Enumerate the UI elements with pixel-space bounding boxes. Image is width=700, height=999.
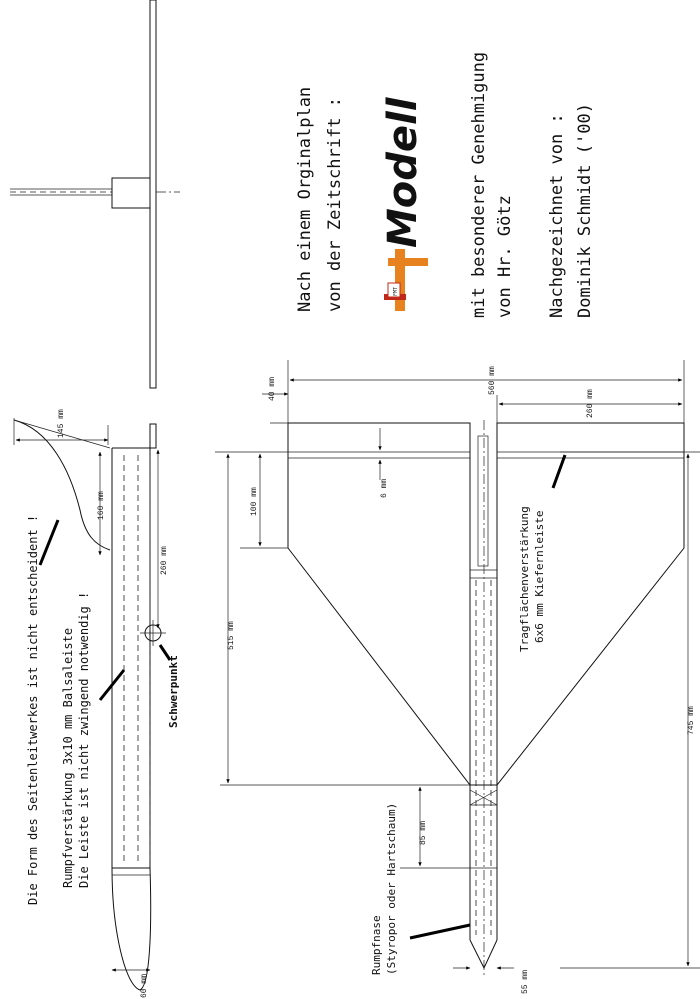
dim-515-label: 515 mm: [227, 621, 236, 650]
tailplane-section: [150, 424, 156, 448]
spar-note-2: 6x6 mm Kiefernleiste: [533, 510, 546, 643]
credit-line-1: Nach einem Orginalplan: [295, 86, 315, 312]
logo-text: Modell: [380, 97, 426, 248]
credit-line-5: Nachgezeichnet von :: [547, 113, 567, 318]
front-view-wing: [150, 0, 156, 388]
fin-note: Die Form des Seitenleitwerkes ist nicht entscheident !: [26, 514, 40, 905]
spar-leader: [553, 455, 565, 488]
airplane-logo-icon: [384, 249, 428, 311]
cg-label: Schwerpunkt: [167, 655, 180, 728]
dim-55-label: 55 mm: [521, 969, 530, 994]
credit-line-4: von Hr. Götz: [495, 195, 515, 318]
top-nose: [470, 940, 497, 968]
nose-note-1: Rumpfnase: [370, 915, 383, 975]
front-view-fuselage: [112, 178, 150, 208]
dim-145-label: 145 mm: [57, 409, 66, 438]
dim-160-label: 160 mm: [97, 491, 106, 520]
nose-leader: [410, 925, 470, 938]
dim-40-label: 40 mm: [268, 376, 277, 401]
dim-260-top-label: 260 mm: [586, 389, 595, 418]
dim-60-label: 60 mm: [140, 973, 149, 998]
fin-note-leader: [40, 520, 58, 565]
dim-100-label: 100 mm: [250, 487, 259, 516]
credit-line-2: von der Zeitschrift :: [325, 97, 345, 312]
dim-260-side-label: 260 mm: [160, 546, 169, 575]
reinforce-note-2: Die Leiste ist nicht zwingend notwendig !: [77, 591, 91, 888]
logo-badge: FMT: [393, 286, 399, 296]
dim-6-label: 6 mm: [380, 478, 389, 498]
tail-boom-slot: [478, 436, 488, 566]
credit-line-3: mit besonderer Genehmigung: [469, 51, 489, 318]
dim-85-label: 85 mm: [419, 820, 428, 845]
dim-560-label: 560 mm: [488, 366, 497, 395]
reinforce-note-1: Rumpfverstärkung 3x10 mm Balsaleiste: [61, 627, 75, 888]
left-wing: [288, 423, 470, 785]
nose-note-2: (Styropor oder Hartschaum): [385, 802, 398, 975]
top-view: [215, 360, 700, 975]
dim-745-label: 745 mm: [687, 706, 696, 735]
modell-logo: [380, 96, 428, 311]
credit-line-6: Dominik Schmidt ('00): [575, 103, 595, 318]
side-nose: [112, 868, 151, 990]
spar-note-1: Tragflächenverstärkung: [518, 506, 531, 652]
front-view: [10, 0, 180, 388]
